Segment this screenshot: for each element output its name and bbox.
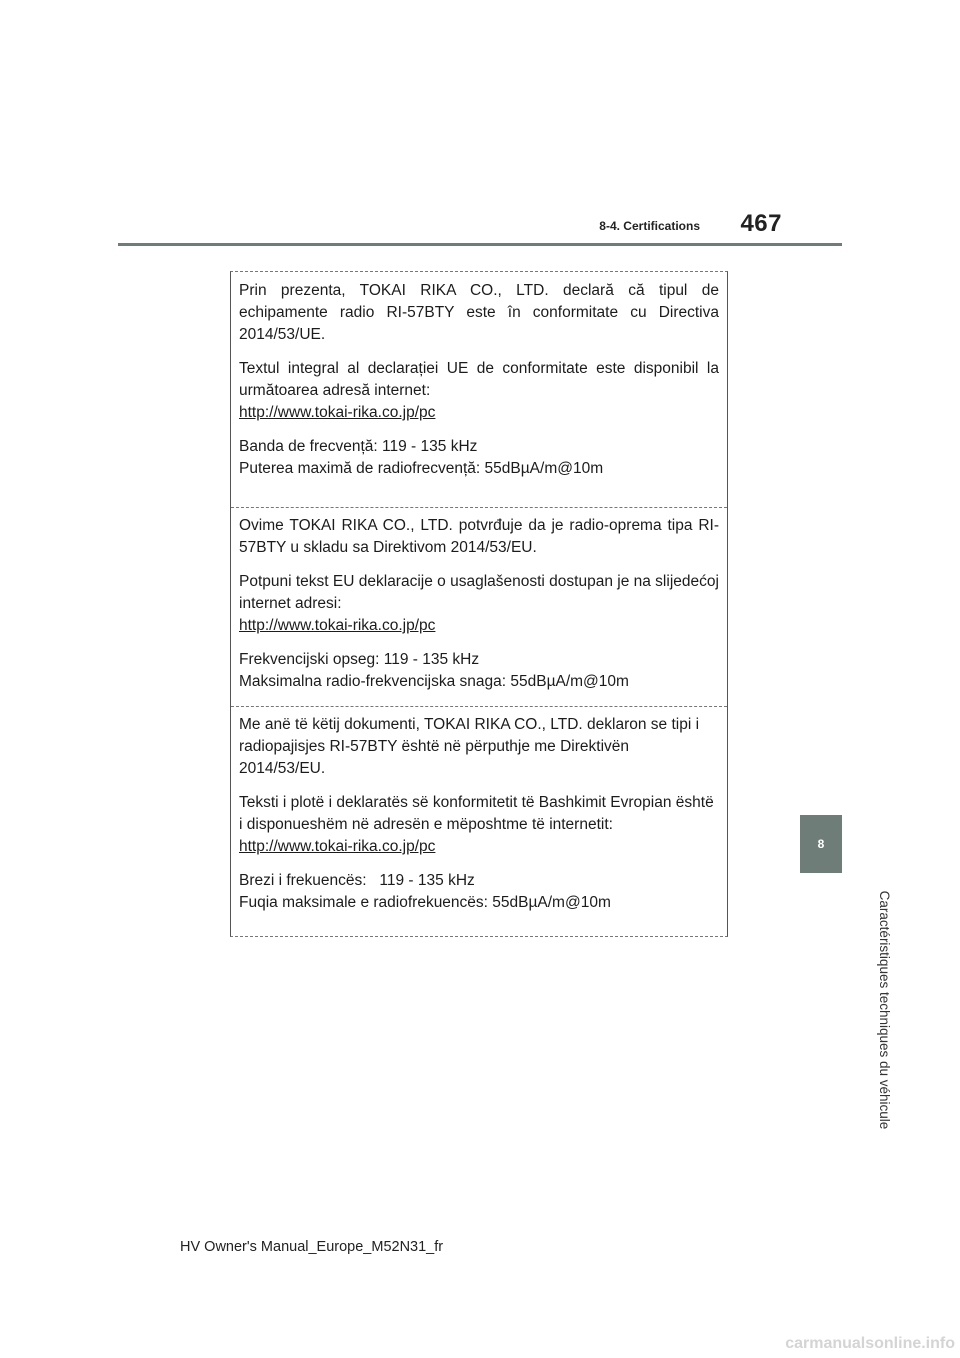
watermark-text: carmanualsonline.info bbox=[785, 1335, 955, 1352]
declaration-intro: Prin prezenta, TOKAI RIKA CO., LTD. declară că tipul de echipamente radio RI-57BTY este în conformitate cu Directiva 2014/53/UE. bbox=[239, 282, 719, 343]
declaration-intro: Me anë të këtij dokumenti, TOKAI RIKA CO., LTD. deklaron se tipi i radiopajisjes RI-57BTY është në përputhje me Direktivën 2014/53/EU. bbox=[239, 716, 700, 777]
declaration-text-block bbox=[239, 792, 719, 858]
chapter-label: Caractéristiques techniques du véhicule bbox=[877, 890, 892, 1130]
frequency-band: Frekvencijski opseg: 119 - 135 kHz bbox=[239, 651, 480, 668]
declaration-specs bbox=[239, 870, 719, 914]
declaration-albanian bbox=[231, 706, 727, 914]
max-power: Puterea maximă de radiofrecvență: 55dBµA/m@10m bbox=[239, 460, 604, 477]
declaration-text: Potpuni tekst EU deklaracije o usaglašenosti dostupan je na slijedećoj internet adresi: bbox=[239, 573, 719, 612]
frequency-band: Brezi i frekuencës: 119 - 135 kHz bbox=[239, 872, 475, 889]
declaration-url-link[interactable]: http://www.tokai-rika.co.jp/pc bbox=[239, 838, 436, 855]
footer-manual-id: HV Owner's Manual_Europe_M52N31_fr bbox=[180, 1239, 444, 1255]
frequency-band: Banda de frecvență: 119 - 135 kHz bbox=[239, 438, 478, 455]
page-number: 467 bbox=[740, 210, 782, 237]
declaration-romanian bbox=[231, 280, 727, 480]
declaration-intro: Ovime TOKAI RIKA CO., LTD. potvrđuje da je radio-oprema tipa RI-57BTY u skladu sa Direktivom 2014/53/EU. bbox=[239, 517, 719, 556]
declaration-croatian bbox=[231, 507, 727, 693]
declaration-specs bbox=[239, 649, 719, 693]
declaration-text: Textul integral al declarației UE de conformitate este disponibil la următoarea adresă internet: bbox=[239, 360, 719, 399]
declaration-url-link[interactable]: http://www.tokai-rika.co.jp/pc bbox=[239, 617, 436, 634]
header-divider bbox=[118, 243, 842, 246]
declaration-text-block bbox=[239, 358, 719, 424]
chapter-tab bbox=[800, 815, 842, 873]
declaration-specs bbox=[239, 436, 719, 480]
declaration-text-block bbox=[239, 571, 719, 637]
max-power: Maksimalna radio-frekvencijska snaga: 55dBµA/m@10m bbox=[239, 673, 629, 690]
max-power: Fuqia maksimale e radiofrekuencës: 55dBµA/m@10m bbox=[239, 894, 611, 911]
section-title: 8-4. Certifications bbox=[599, 219, 700, 233]
declaration-text: Teksti i plotë i deklaratës së konformitetit të Bashkimit Evropian është i disponueshëm në adresën e mëposhtme të internetit: bbox=[239, 794, 714, 833]
declaration-url-link[interactable]: http://www.tokai-rika.co.jp/pc bbox=[239, 404, 436, 421]
declaration-box bbox=[230, 271, 728, 937]
chapter-number: 8 bbox=[817, 837, 825, 851]
